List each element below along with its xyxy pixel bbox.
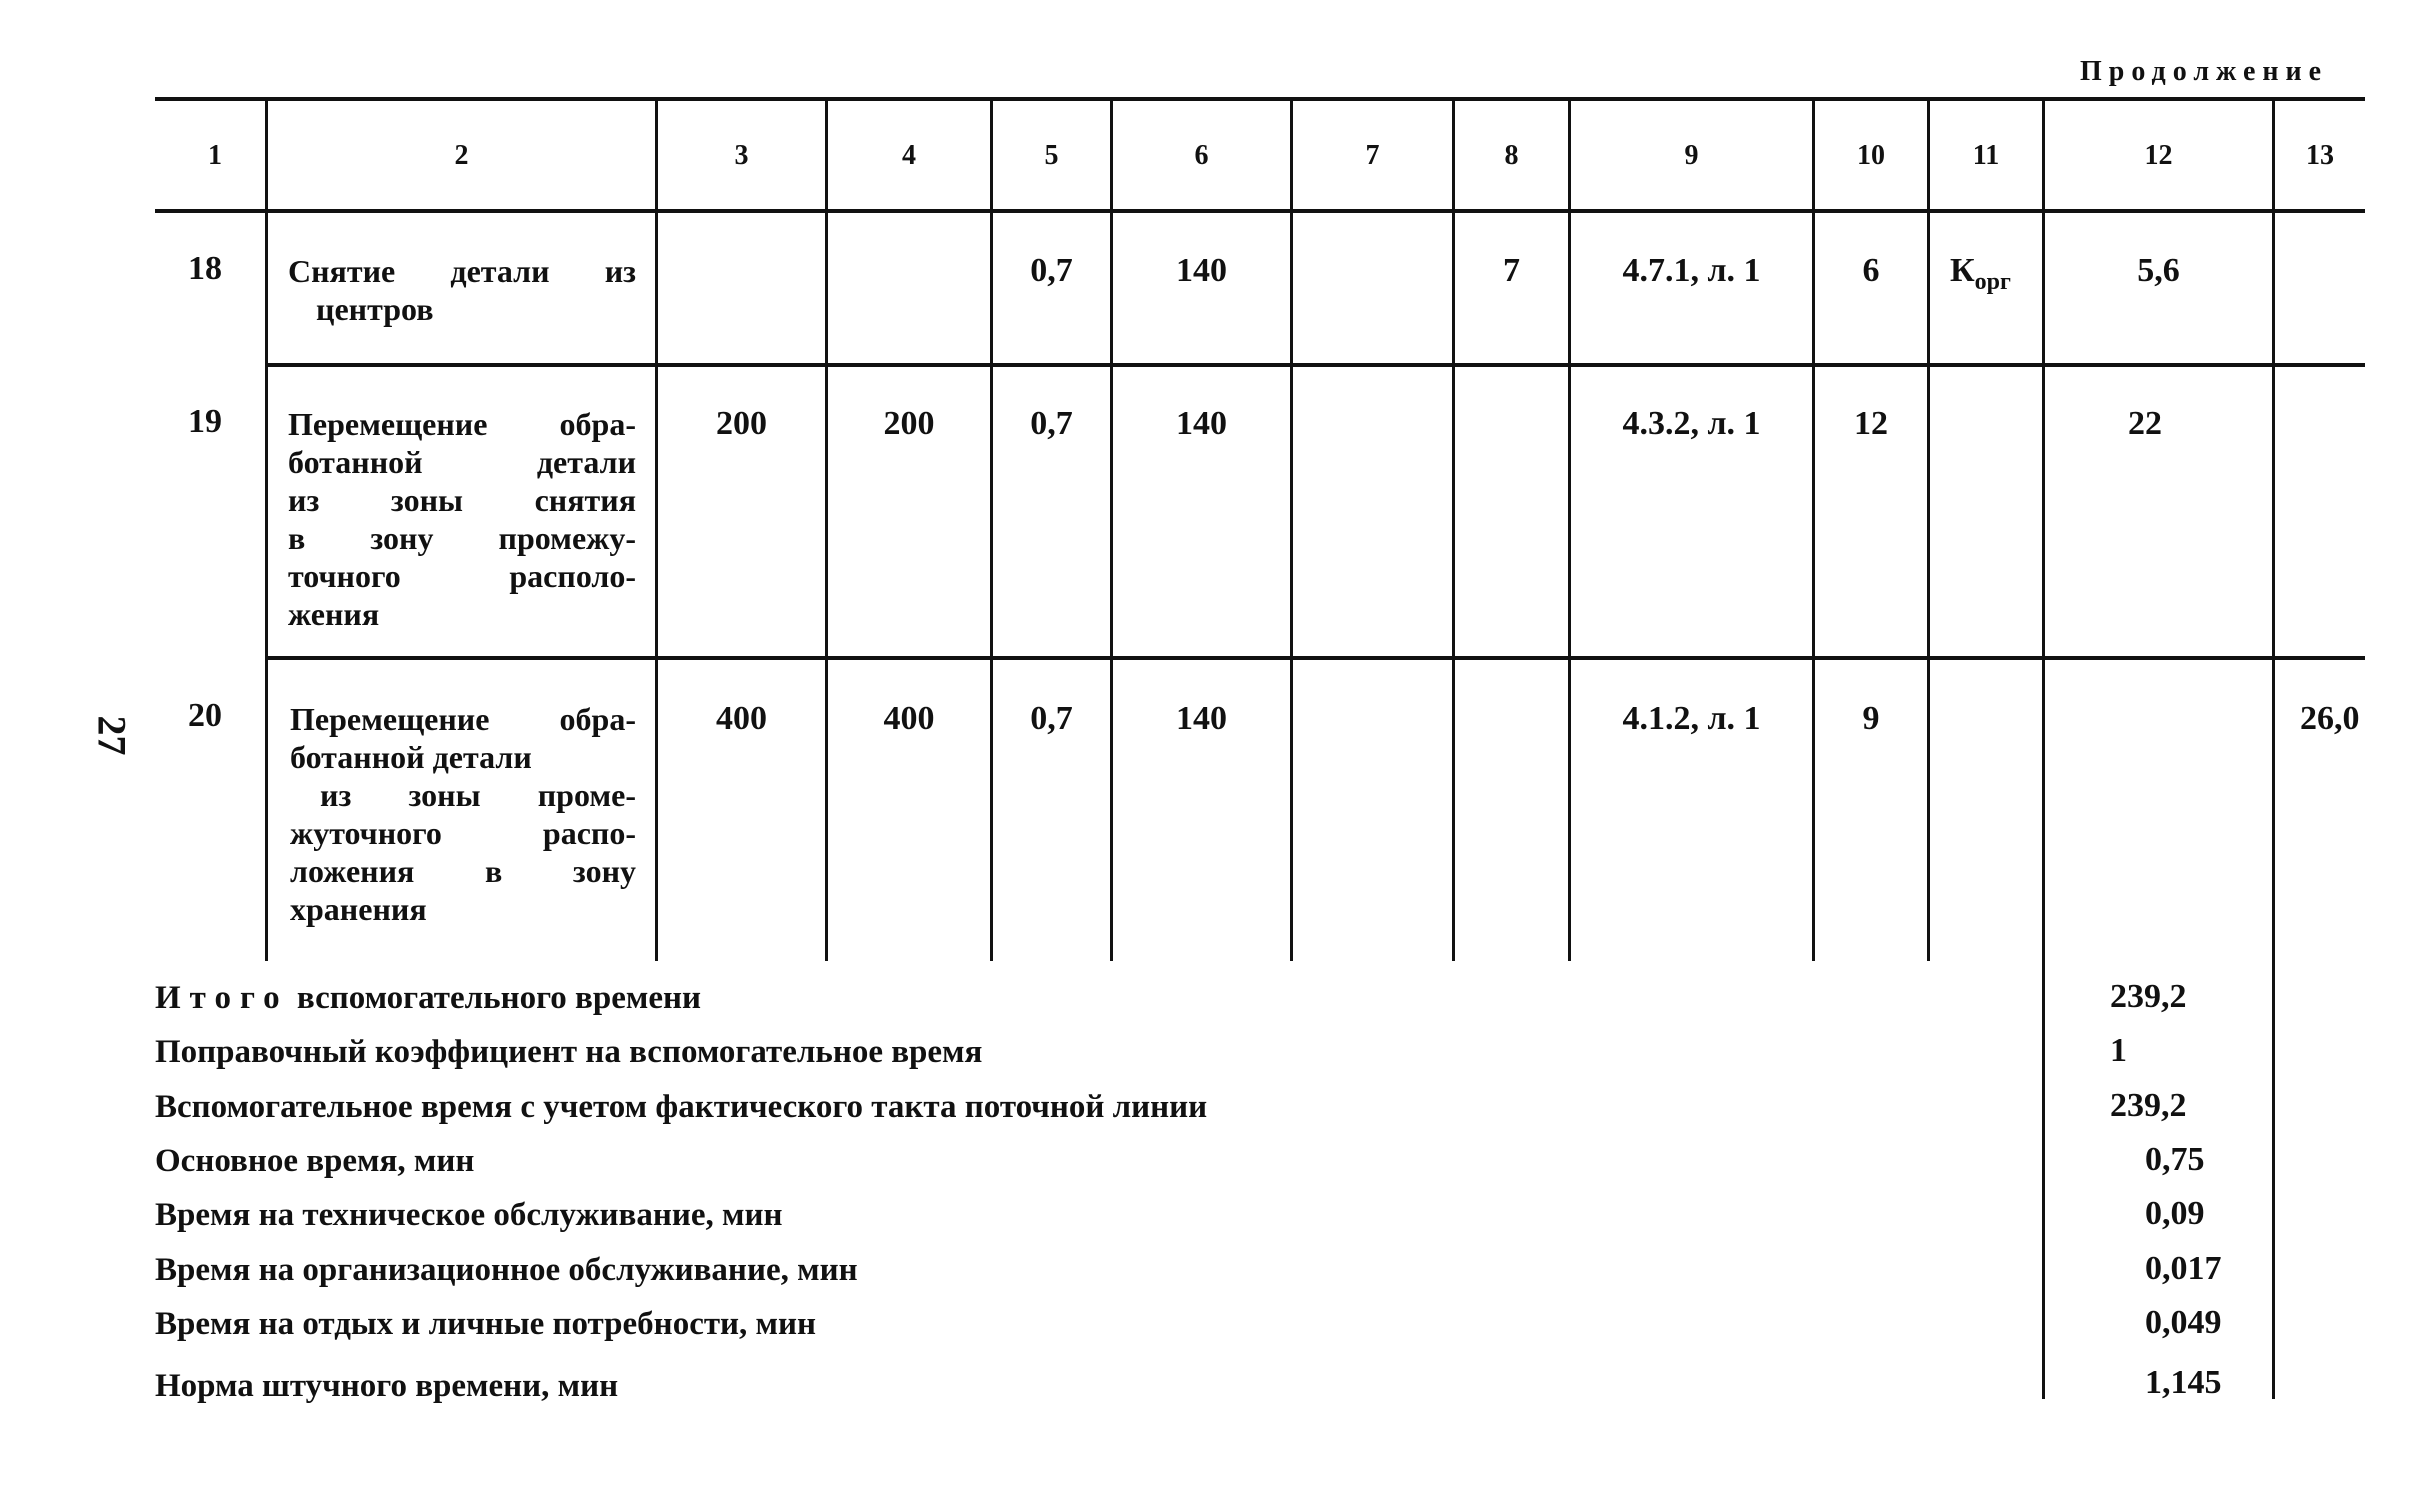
cell-col5: 0,7 <box>1030 252 1073 289</box>
row-divider <box>265 656 2365 660</box>
page-number: 27 <box>89 715 135 756</box>
cell-col9: 4.1.2, л. 1 <box>1622 700 1761 737</box>
summary-label: Вспомогательное время с учетом фактического такта поточной линии <box>155 1089 1208 1125</box>
column-rule <box>655 99 658 961</box>
description-line: Снятие детали из <box>288 253 636 289</box>
column-header: 12 <box>2144 140 2173 171</box>
row-number: 18 <box>188 250 222 287</box>
header-bottom-rule <box>155 209 2365 213</box>
summary-label: Время на техническое обслуживание, мин <box>155 1197 783 1233</box>
column-rule <box>825 99 828 961</box>
column-rule <box>1110 99 1113 961</box>
cell-col8: 7 <box>1503 252 1520 289</box>
summary-value: 239,2 <box>2110 1087 2187 1124</box>
operation-description <box>288 252 636 328</box>
row-number: 19 <box>188 403 222 440</box>
summary-label: Норма штучного времени, мин <box>155 1368 619 1404</box>
column-header: 11 <box>1972 140 2000 171</box>
summary-label: Время на отдых и личные потребности, мин <box>155 1306 817 1342</box>
description-line: хранения <box>290 891 427 927</box>
description-line: жуточного распо- <box>290 815 636 851</box>
summary-value: 1,145 <box>2145 1364 2222 1401</box>
column-header: 8 <box>1504 140 1519 171</box>
column-rule <box>1812 99 1815 961</box>
row-number: 20 <box>188 697 222 734</box>
continued-label: Продолжение <box>2080 56 2329 87</box>
column-rule <box>2042 99 2045 1399</box>
table-top-rule <box>155 97 2365 101</box>
summary-value: 0,75 <box>2145 1141 2205 1178</box>
summary-label: Время на организационное обслуживание, мин <box>155 1252 858 1288</box>
description-line: ботанной детали <box>288 444 636 480</box>
row-divider <box>265 363 2365 367</box>
summary-value: 1 <box>2110 1032 2127 1069</box>
column-rule <box>990 99 993 961</box>
description-line: в зону промежу- <box>288 520 636 556</box>
description-line: центров <box>316 291 434 327</box>
cell-col11 <box>1950 252 2011 296</box>
cell-col4: 200 <box>883 405 935 442</box>
summary-value: 0,017 <box>2145 1250 2222 1287</box>
summary-label: Основное время, мин <box>155 1143 475 1179</box>
column-header: 9 <box>1684 140 1699 171</box>
column-header: 7 <box>1365 140 1380 171</box>
description-line: из зоны проме- <box>320 777 636 813</box>
coefficient-subscript: орг <box>1974 268 2011 295</box>
operation-description <box>290 700 636 928</box>
column-header: 6 <box>1194 140 1209 171</box>
column-header: 13 <box>2306 140 2334 171</box>
column-header: 10 <box>1857 140 1885 171</box>
cell-col9: 4.3.2, л. 1 <box>1622 405 1761 442</box>
cell-col10: 6 <box>1862 252 1880 289</box>
cell-col12: 22 <box>2128 405 2162 442</box>
coefficient-symbol: К <box>1950 252 1975 289</box>
description-line: точного располо- <box>288 558 636 594</box>
operation-description <box>288 405 636 633</box>
column-header: 5 <box>1044 140 1059 171</box>
cell-col4: 400 <box>883 700 935 737</box>
description-line: ботанной детали <box>290 739 532 775</box>
cell-col6: 140 <box>1176 405 1227 442</box>
description-line: из зоны снятия <box>288 482 636 518</box>
cell-col10: 12 <box>1854 405 1888 442</box>
summary-label: Поправочный коэффициент на вспомогательное время <box>155 1034 983 1070</box>
column-rule <box>265 99 268 961</box>
summary-value: 239,2 <box>2110 978 2187 1015</box>
summary-value: 0,09 <box>2145 1195 2205 1232</box>
column-rule <box>1568 99 1571 961</box>
cell-col5: 0,7 <box>1030 700 1073 737</box>
column-header: 3 <box>734 140 749 171</box>
cell-col6: 140 <box>1176 700 1227 737</box>
summary-label: Итого вспомогательного времени <box>155 980 702 1016</box>
cell-col3: 200 <box>716 405 767 442</box>
cell-col12: 5,6 <box>2137 252 2180 289</box>
column-header: 2 <box>454 140 469 171</box>
cell-col9: 4.7.1, л. 1 <box>1622 252 1761 289</box>
cell-col10: 9 <box>1862 700 1880 737</box>
column-rule <box>1927 99 1930 961</box>
cell-col13: 26,0 <box>2300 700 2360 737</box>
description-line: Перемещение обра- <box>288 406 636 442</box>
description-line: ложения в зону <box>290 853 636 889</box>
cell-col5: 0,7 <box>1030 405 1073 442</box>
column-header: 1 <box>208 140 222 171</box>
description-line: Перемещение обра- <box>290 701 636 737</box>
column-rule <box>1452 99 1455 961</box>
column-header: 4 <box>902 140 916 171</box>
column-rule <box>1290 99 1293 961</box>
cell-col3: 400 <box>716 700 767 737</box>
column-rule <box>2272 99 2275 1399</box>
cell-col6: 140 <box>1176 252 1227 289</box>
description-line: жения <box>288 596 380 632</box>
summary-value: 0,049 <box>2145 1304 2222 1341</box>
